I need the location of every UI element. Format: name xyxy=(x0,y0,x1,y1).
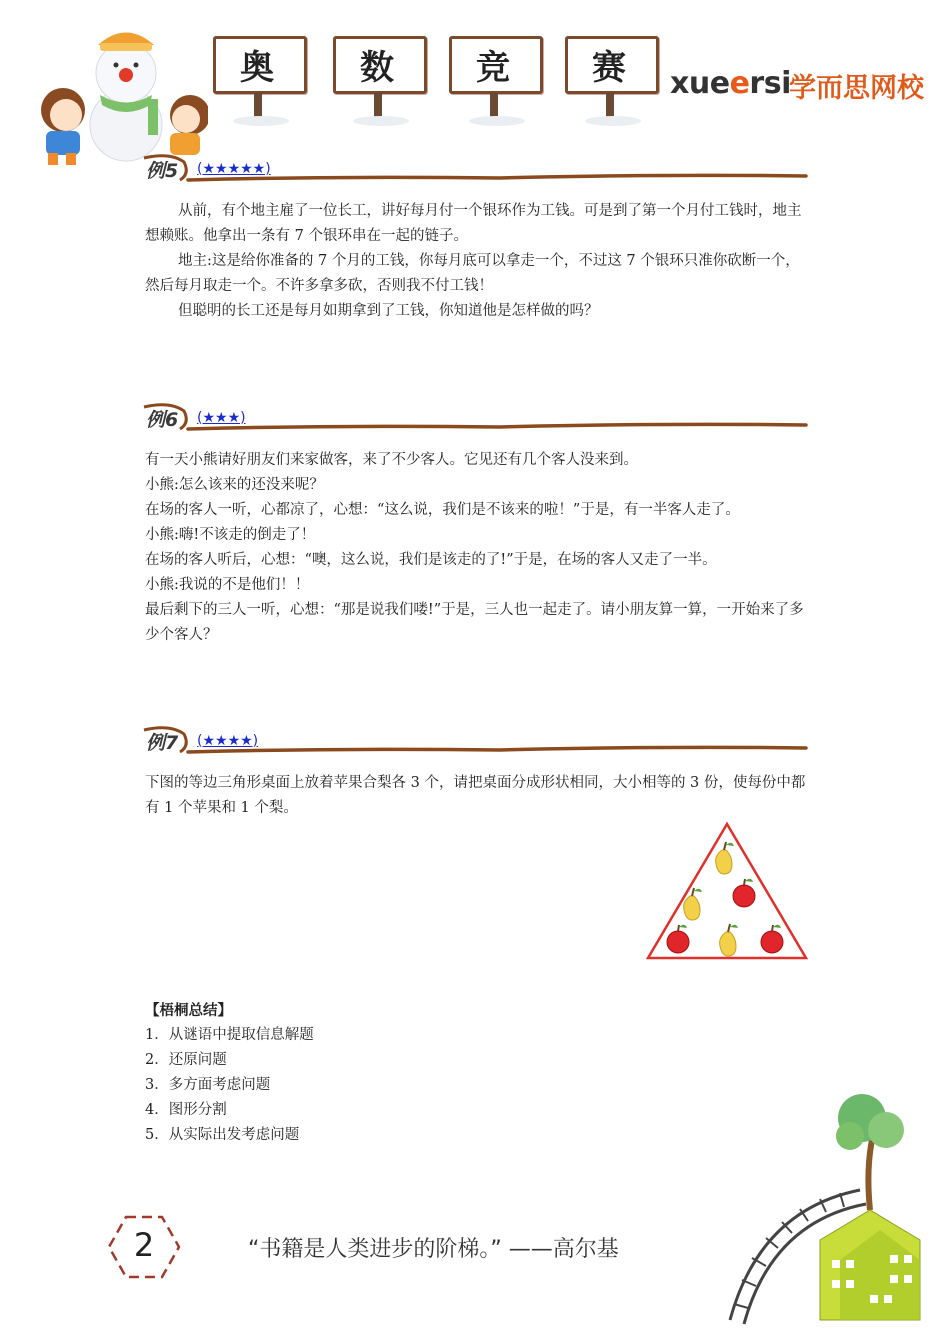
brand-logo-cn: 学而思网校 xyxy=(789,73,924,104)
paragraph: 小熊:嗨!不该走的倒走了！ xyxy=(145,527,316,543)
example-5-body xyxy=(145,199,810,324)
paragraph: 在场的客人一听，心都凉了，心想：“这么说，我们是不该来的啦！”于是，有一半客人走了。 xyxy=(145,502,740,518)
brand-logo-en xyxy=(670,66,791,101)
sign-char: 赛 xyxy=(592,48,626,88)
paragraph: 但聪明的长工还是每月如期拿到了工钱，你知道他是怎样做的吗？ xyxy=(178,303,599,319)
triangle-table-figure xyxy=(644,820,810,966)
summary-section xyxy=(145,998,314,1148)
sign-ao xyxy=(213,36,305,126)
paragraph: 小熊:怎么该来的还没来呢？ xyxy=(145,477,324,493)
paragraph: 地主:这是给你准备的 7 个月的工钱，你每月底可以拿走一个，不过这 7 个银环只准你砍断一个，然后每月取走一个。不许多拿多砍，否则我不付工钱！ xyxy=(145,253,800,294)
footer-quote: “书籍是人类进步的阶梯。” ——高尔基 xyxy=(248,1237,619,1262)
page-number-badge xyxy=(106,1214,182,1280)
summary-item: 2．还原问题 xyxy=(145,1052,227,1068)
paragraph: 小熊:我说的不是他们！！ xyxy=(145,577,310,593)
page-number: 2 xyxy=(133,1226,155,1264)
kids-snowman-illustration xyxy=(18,15,208,165)
summary-item: 1．从谜语中提取信息解题 xyxy=(145,1027,314,1043)
paragraph: 下图的等边三角形桌面上放着苹果合梨各 3 个，请把桌面分成形状相同，大小相等的 3 份，使每份中都有 1 个苹果和 1 个梨。 xyxy=(145,775,806,816)
difficulty-stars: (★★★★) xyxy=(197,733,259,749)
summary-item: 3．多方面考虑问题 xyxy=(145,1077,271,1093)
brand-en-part: rsi xyxy=(749,66,791,101)
summary-item: 4．图形分割 xyxy=(145,1102,227,1118)
difficulty-stars: (★★★) xyxy=(197,410,246,426)
paragraph: 最后剩下的三人一听，心想：“那是说我们喽!”于是，三人也一起走了。请小朋友算一算，一开始来了多少个客人？ xyxy=(145,602,804,643)
example-7-header xyxy=(140,726,810,762)
summary-title: 【梧桐总结】 xyxy=(145,1002,232,1019)
sign-char: 数 xyxy=(360,48,394,88)
brand-en-accent: e xyxy=(729,66,750,101)
sign-char: 竞 xyxy=(476,48,510,88)
sign-char: 奥 xyxy=(240,48,274,88)
example-5-header xyxy=(140,154,810,190)
paragraph: 有一天小熊请好朋友们来家做客，来了不少客人。它见还有几个客人没来到。 xyxy=(145,452,638,468)
example-6-body xyxy=(145,448,810,648)
example-label: 例7 xyxy=(146,732,179,754)
example-6-header xyxy=(140,403,810,439)
example-7-body xyxy=(145,771,810,821)
sign-sai xyxy=(565,36,657,126)
example-label: 例6 xyxy=(146,409,179,431)
brand-en-part: xue xyxy=(670,66,730,101)
sign-jing xyxy=(449,36,541,126)
paragraph: 从前，有个地主雇了一位长工，讲好每月付一个银环作为工钱。可是到了第一个月付工钱时，地主想赖账。他拿出一条有 7 个银环串在一起的链子。 xyxy=(145,203,802,244)
difficulty-stars: (★★★★★) xyxy=(197,161,271,177)
tree-building-illustration xyxy=(720,1090,930,1334)
sign-shu xyxy=(333,36,425,126)
example-label: 例5 xyxy=(146,160,179,182)
paragraph: 在场的客人听后，心想：“噢，这么说，我们是该走的了!”于是，在场的客人又走了一半。 xyxy=(145,552,717,568)
summary-item: 5．从实际出发考虑问题 xyxy=(145,1127,300,1143)
